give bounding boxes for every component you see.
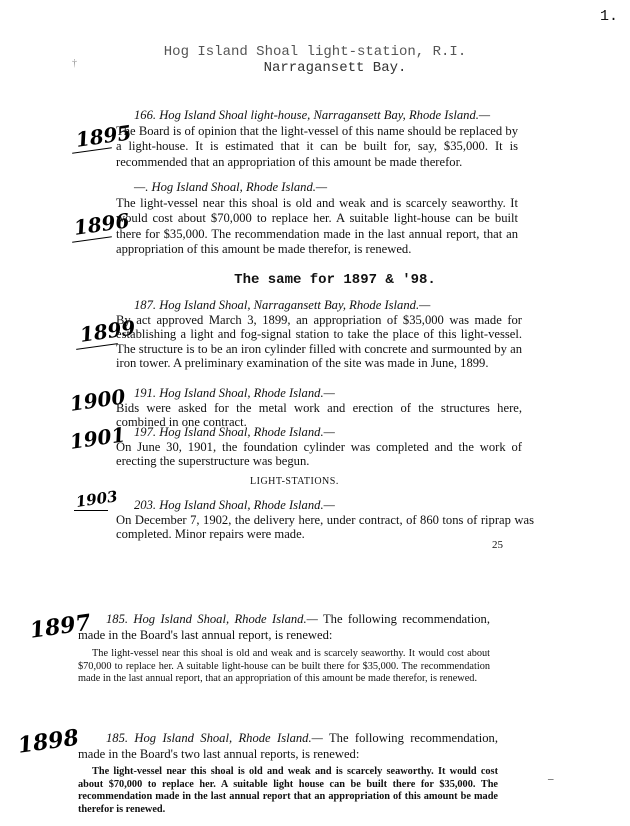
entry-body: The following recommendation, made in the Board's two last annual reports, is renewed:	[78, 731, 499, 761]
typed-note: The same for 1897 & '98.	[234, 272, 436, 288]
entry-heading: 166. Hog Island Shoal light-house, Narragansett Bay, Rhode Island.—	[134, 108, 491, 122]
quote-text: The light-vessel near this shoal is old and weak and is scarcely seaworthy. It would cost about $70,000 to replace her. A suitable light-house can be built there for $35,000. The recommendation made in the last annual report, that an appropriation of this amount be made therefor, is renewed.	[78, 648, 490, 685]
margin-mark: †	[72, 58, 77, 69]
entry-191	[116, 386, 522, 430]
entry-185-1897	[78, 612, 490, 643]
entry-body: On December 7, 1902, the delivery here, under contract, of 860 tons of riprap was completed. Minor repairs were made.	[116, 512, 534, 541]
page-title: Hog Island Shoal light-station, R.I.	[163, 44, 467, 60]
handwritten-year-1903: 1903	[74, 487, 119, 511]
source-page-number: 25	[492, 539, 503, 551]
handwritten-year-1900: 1900	[68, 384, 127, 416]
entry-heading: 185. Hog Island Shoal, Rhode Island.—	[106, 612, 318, 626]
quoted-recommendation	[78, 766, 498, 816]
entry-body: The light-vessel near this shoal is old and weak and is scarcely seaworthy. It would cost about $70,000 to replace her. A suitable light-house can be built there for $35,000. The recommendation made in the last annual report, that an appropriation of this amount be made therefor, is renewed.	[116, 195, 518, 257]
entry-body: On June 30, 1901, the foundation cylinder was completed and the work of erecting the superstructure was begun.	[116, 439, 522, 468]
quoted-recommendation	[78, 648, 490, 686]
margin-tick: –	[548, 773, 554, 785]
handwritten-year-1897: 1897	[28, 609, 93, 644]
entry-heading: 191. Hog Island Shoal, Rhode Island.—	[134, 386, 335, 400]
handwritten-year-1898: 1898	[16, 724, 81, 759]
entry-197	[116, 425, 522, 469]
section-heading: LIGHT-STATIONS.	[250, 476, 339, 487]
entry-heading: 203. Hog Island Shoal, Rhode Island.—	[134, 498, 335, 512]
entry-heading: 197. Hog Island Shoal, Rhode Island.—	[134, 425, 335, 439]
page-number: 1.	[599, 8, 618, 25]
entry-body: The Board is of opinion that the light-vessel of this name should be replaced by a light-house. It is estimated that it can be built for, say, $35,000. It is recommended that an appropriation of this amount be made therefor.	[116, 123, 518, 169]
entry-hog-island-shoal	[116, 180, 518, 258]
entry-heading: —. Hog Island Shoal, Rhode Island.—	[134, 180, 328, 194]
entry-203	[116, 498, 534, 542]
entry-187	[116, 298, 522, 371]
entry-185-1898	[78, 731, 498, 762]
handwritten-underline	[74, 510, 108, 511]
handwritten-year-1895: 1895	[74, 120, 133, 152]
handwritten-year-1896: 1896	[72, 208, 131, 240]
quote-text: The light-vessel near this shoal is old and weak and is scarcely seaworthy. It would cost about $70,000 to replace her. A suitable light house can be built there for $35,000. The recommendation made in the last annual report that an appropriation of this amount be made therefor is renewed.	[78, 766, 498, 815]
entry-body: Bids were asked for the metal work and erection of the structures here, combined in one contract.	[116, 400, 522, 429]
page-subtitle: Narragansett Bay.	[263, 60, 407, 76]
entry-body: By act approved March 3, 1899, an appropriation of $35,000 was made for establishing a light and fog-signal station to take the place of this light-vessel. The structure is to be an iron cylinder filled with concrete and surmounted by an iron tower. A preliminary examination of the site was made in June, 1899.	[116, 312, 522, 370]
entry-166	[116, 108, 518, 170]
handwritten-year-1899: 1899	[78, 315, 137, 347]
entry-heading: 185. Hog Island Shoal, Rhode Island.—	[106, 731, 323, 745]
entry-heading: 187. Hog Island Shoal, Narragansett Bay, Rhode Island.—	[134, 298, 431, 312]
entry-body: The following recommendation, made in the Board's last annual report, is renewed:	[78, 612, 491, 642]
handwritten-year-1901: 1901	[68, 422, 127, 454]
